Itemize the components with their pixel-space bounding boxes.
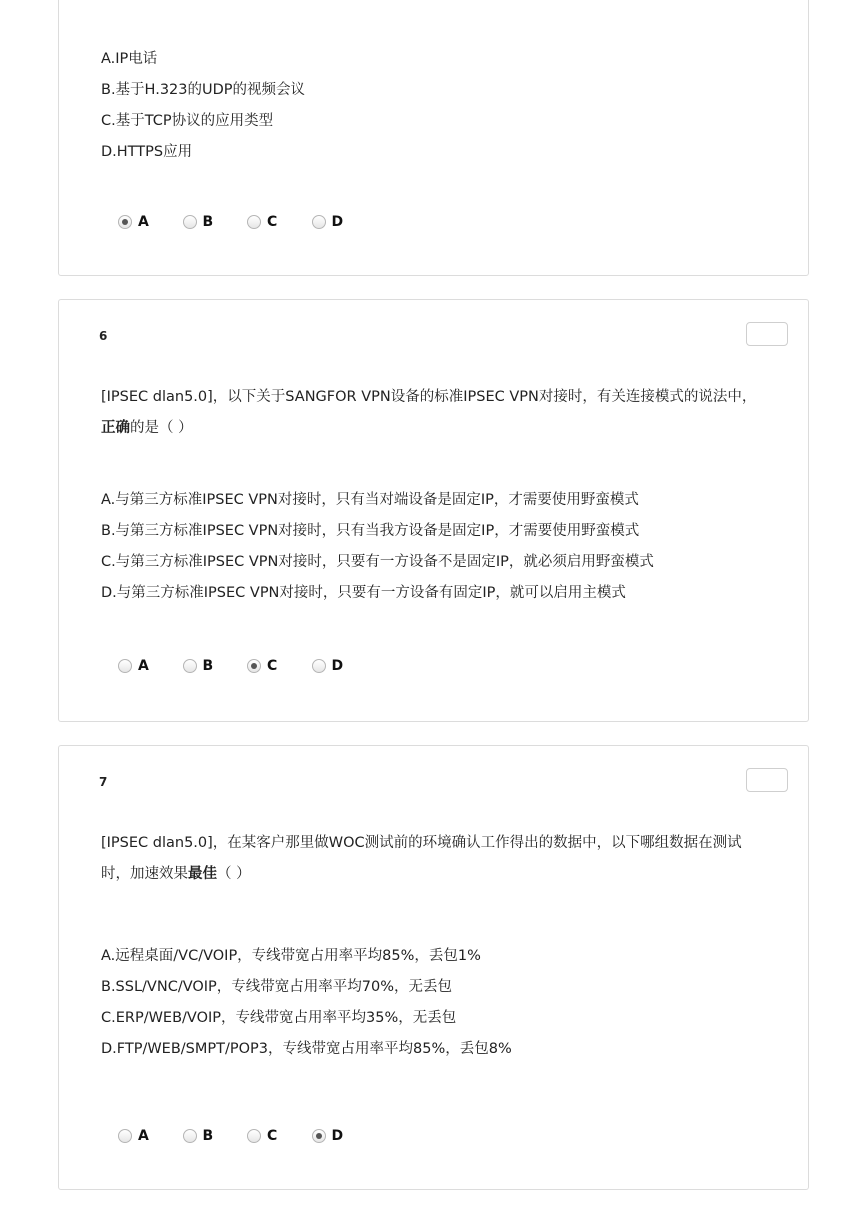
option-d-text: D.与第三方标准IPSEC VPN对接时，只要有一方设备有固定IP，就可以启用主模式 (101, 585, 626, 601)
choice-b[interactable] (183, 214, 248, 230)
choice-a-label: A (138, 214, 149, 230)
radio-d-icon[interactable] (312, 215, 326, 229)
stem-emphasis: 最佳 (188, 866, 217, 882)
radio-c-icon[interactable] (247, 1129, 261, 1143)
option-c-text: C.ERP/WEB/VOIP，专线带宽占用率平均35%，无丢包 (101, 1010, 457, 1026)
choice-c[interactable] (247, 1128, 312, 1144)
choice-d[interactable] (312, 214, 377, 230)
option-c-text: C.基于TCP协议的应用类型 (101, 113, 274, 129)
choice-a[interactable] (118, 214, 183, 230)
answer-choices (118, 214, 376, 230)
choice-d-label: D (331, 1128, 344, 1144)
stem-text-end: （ ） (217, 866, 251, 882)
choice-c-label: C (267, 214, 278, 230)
option-a-text: A.与第三方标准IPSEC VPN对接时，只有当对端设备是固定IP，才需要使用野蛮模式 (101, 492, 639, 508)
question-number: 6 (99, 329, 108, 343)
stem-text-end: 的是（ ） (130, 420, 193, 436)
choice-b-label: B (202, 658, 214, 674)
stem-text: [IPSEC dlan5.0]，以下关于SANGFOR VPN设备的标准IPSEC VPN对接时，有关连接模式的说法中， (101, 389, 757, 405)
radio-d-icon[interactable] (312, 1129, 326, 1143)
radio-a-icon[interactable] (118, 1129, 132, 1143)
choice-b[interactable] (183, 658, 248, 674)
choice-d[interactable] (312, 658, 377, 674)
radio-b-icon[interactable] (183, 215, 197, 229)
choice-b-label: B (202, 214, 214, 230)
option-d-text: D.FTP/WEB/SMPT/POP3，专线带宽占用率平均85%，丢包8% (101, 1041, 512, 1057)
option-list (101, 485, 778, 609)
question-card-5 (58, 0, 809, 276)
choice-a-label: A (138, 658, 149, 674)
option-a-text: A.IP电话 (101, 51, 158, 67)
choice-c[interactable] (247, 214, 312, 230)
radio-c-icon[interactable] (247, 215, 261, 229)
radio-a-icon[interactable] (118, 215, 132, 229)
choice-b[interactable] (183, 1128, 248, 1144)
option-list (101, 941, 778, 1065)
choice-c-label: C (267, 1128, 278, 1144)
option-d-text: D.HTTPS应用 (101, 144, 193, 160)
choice-d-label: D (331, 658, 344, 674)
stem-text: [IPSEC dlan5.0]，在某客户那里做WOC测试前的环境确认工作得出的数据中，以下哪组数据在测试时，加速效果 (101, 835, 742, 882)
option-c-text: C.与第三方标准IPSEC VPN对接时，只要有一方设备不是固定IP，就必须启用野蛮模式 (101, 554, 654, 570)
radio-c-icon[interactable] (247, 659, 261, 673)
answer-choices (118, 658, 376, 674)
choice-a-label: A (138, 1128, 149, 1144)
score-input[interactable] (746, 768, 788, 792)
choice-a[interactable] (118, 658, 183, 674)
choice-c-label: C (267, 658, 278, 674)
option-a-text: A.远程桌面/VC/VOIP，专线带宽占用率平均85%，丢包1% (101, 948, 481, 964)
choice-d-label: D (331, 214, 344, 230)
choice-b-label: B (202, 1128, 214, 1144)
question-card-7 (58, 745, 809, 1190)
question-card-6 (58, 299, 809, 722)
question-number: 7 (99, 775, 108, 789)
stem-emphasis: 正确 (101, 420, 130, 436)
option-b-text: B.与第三方标准IPSEC VPN对接时，只有当我方设备是固定IP，才需要使用野蛮模式 (101, 523, 640, 539)
radio-b-icon[interactable] (183, 1129, 197, 1143)
choice-d[interactable] (312, 1128, 377, 1144)
option-list (101, 44, 778, 168)
option-b-text: B.SSL/VNC/VOIP，专线带宽占用率平均70%，无丢包 (101, 979, 453, 995)
option-b-text: B.基于H.323的UDP的视频会议 (101, 82, 306, 98)
radio-d-icon[interactable] (312, 659, 326, 673)
choice-c[interactable] (247, 658, 312, 674)
score-input[interactable] (746, 322, 788, 346)
question-stem (101, 828, 768, 890)
answer-choices (118, 1128, 376, 1144)
question-stem (101, 382, 768, 444)
radio-a-icon[interactable] (118, 659, 132, 673)
radio-b-icon[interactable] (183, 659, 197, 673)
choice-a[interactable] (118, 1128, 183, 1144)
